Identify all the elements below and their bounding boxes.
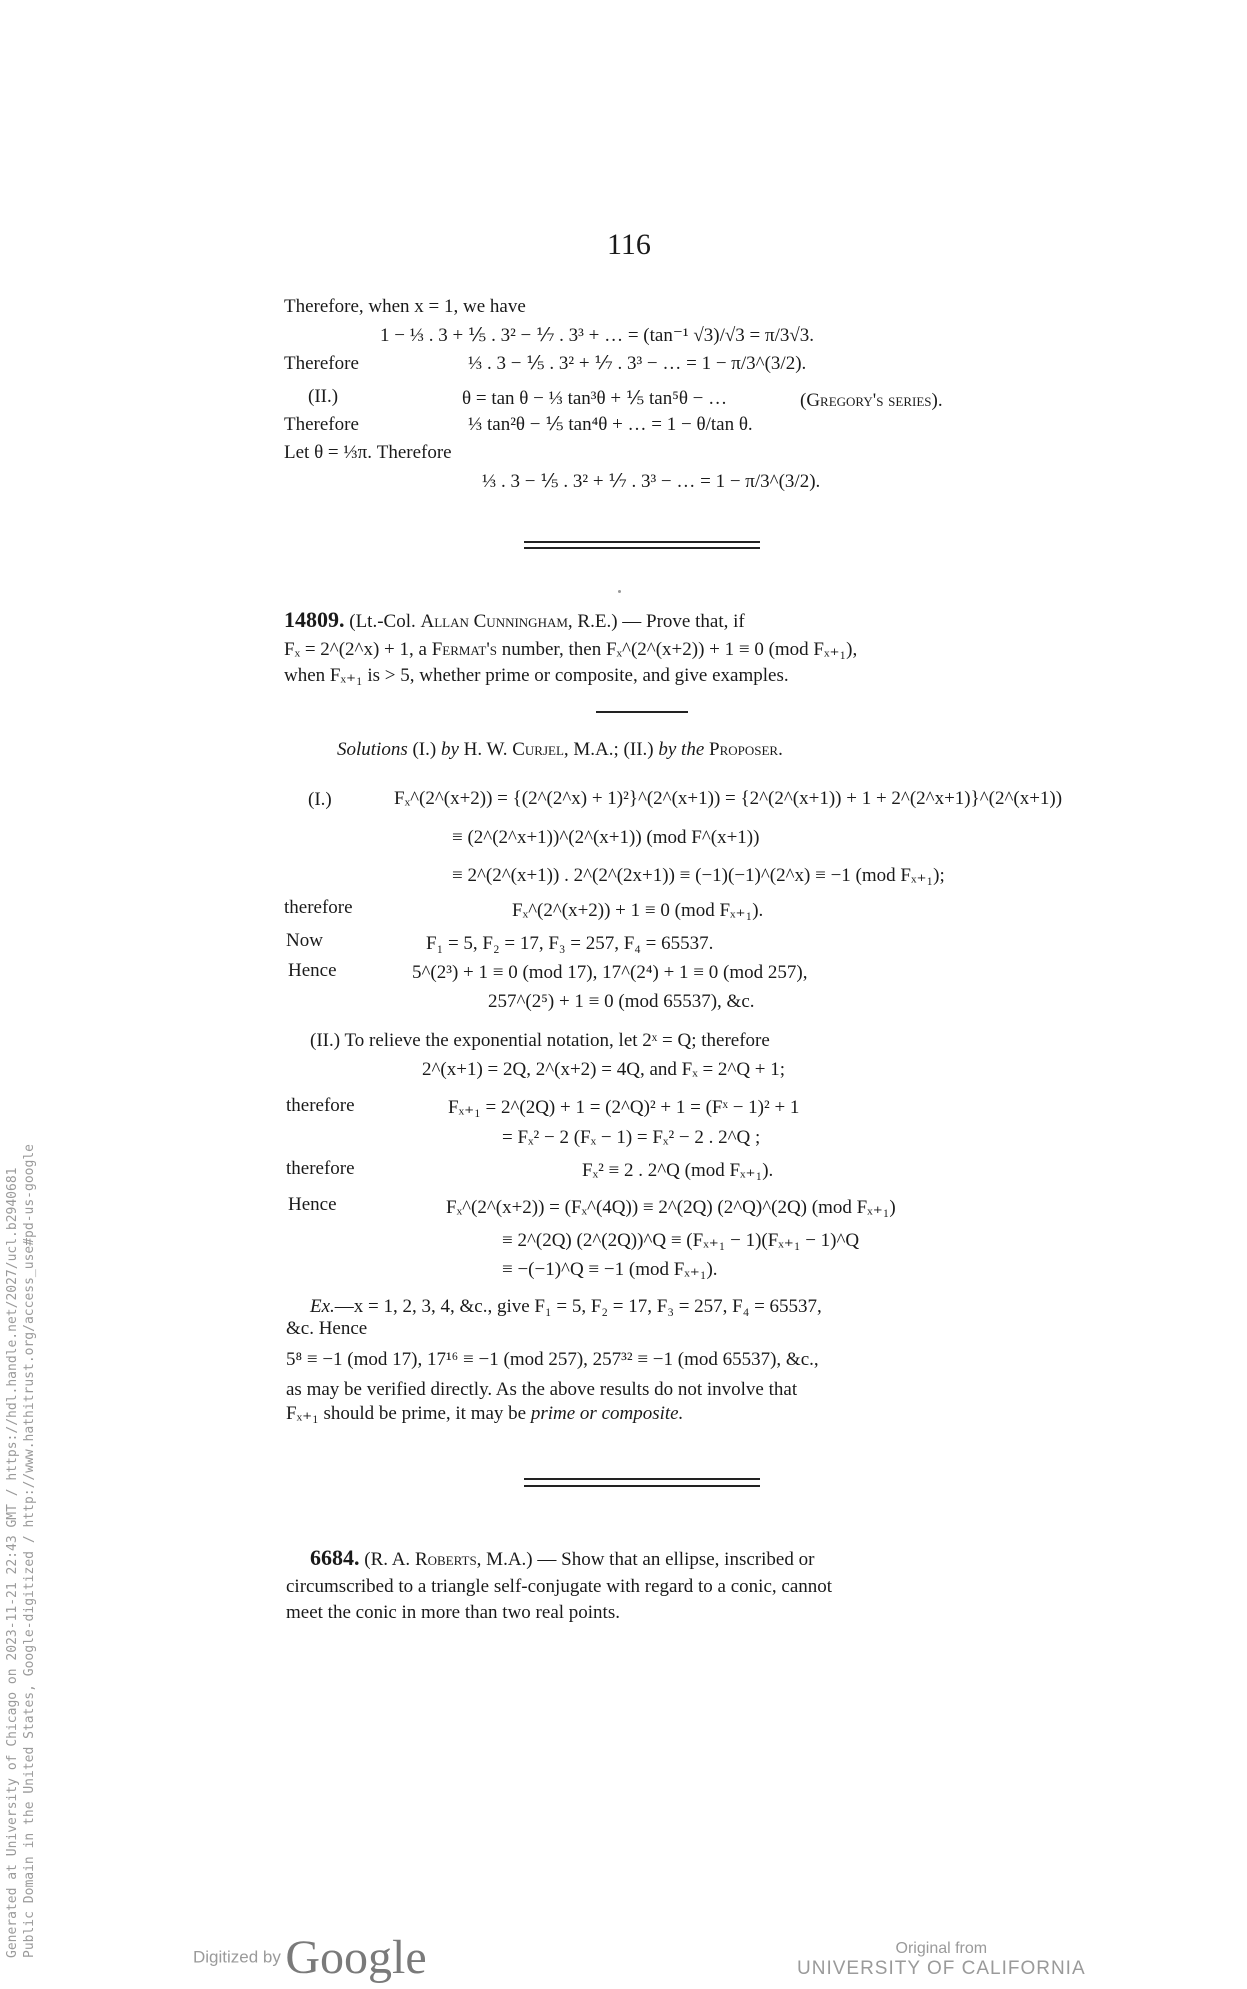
sidebar-line: Generated at University of Chicago on 2023-11-21 22:43 GMT / https://hdl.handle.net/2027/ucl.b2940681 — [5, 1167, 20, 1958]
text-label: Now — [286, 930, 323, 951]
problem-line: when Fₓ₊₁ is > 5, whether prime or composite, and give examples. — [284, 665, 789, 686]
equation: = Fₓ² − 2 (Fₓ − 1) = Fₓ² − 2 . 2^Q ; — [502, 1127, 761, 1148]
text-label: therefore — [286, 1158, 355, 1179]
text-label: therefore — [286, 1095, 355, 1116]
original-from-text: Original from — [895, 1940, 988, 1957]
text-label: Hence — [288, 1194, 337, 1215]
example-text: —x = 1, 2, 3, 4, &c., give F₁ = 5, F₂ = 17, F₃ = 257, F₄ = 65537, — [334, 1296, 822, 1317]
equation: ⅓ . 3 − ⅕ . 3² + ⅐ . 3³ − … = 1 − π/3^(3/2). — [482, 471, 821, 492]
problem-line — [284, 638, 857, 662]
digitized-by — [193, 1930, 427, 1985]
text-line: Therefore, when x = 1, we have — [284, 296, 526, 317]
text-label: (II.) — [308, 386, 339, 407]
equation: Fₓ^(2^(x+2)) + 1 ≡ 0 (mod Fₓ₊₁). — [512, 900, 764, 921]
text-label: Hence — [288, 960, 337, 981]
problem-line: circumscribed to a triangle self-conjugate with regard to a conic, cannot — [286, 1576, 833, 1597]
equation: ≡ 2^(2Q) (2^(2Q))^Q ≡ (Fₓ₊₁ − 1)(Fₓ₊₁ − 1)^Q — [502, 1230, 860, 1251]
equation: Fₓ₊₁ = 2^(2Q) + 1 = (2^Q)² + 1 = (Fˣ − 1)² + 1 — [448, 1097, 800, 1118]
equation: 2^(x+1) = 2Q, 2^(x+2) = 4Q, and Fₓ = 2^Q + 1; — [422, 1059, 786, 1080]
divider — [524, 541, 760, 543]
solver-name: H. W. Curjel, M.A. — [463, 739, 614, 760]
equation: 5^(2³) + 1 ≡ 0 (mod 17), 17^(2⁴) + 1 ≡ 0 (mod 257), — [412, 962, 808, 983]
divider — [524, 1478, 760, 1480]
emphasis: prime or composite. — [530, 1403, 684, 1424]
equation: 257^(2⁵) + 1 ≡ 0 (mod 65537), &c. — [488, 991, 755, 1012]
fermat-name: Fermat's — [431, 639, 497, 660]
solution-number: ; (II.) — [613, 739, 654, 760]
author-name: Roberts — [414, 1549, 477, 1570]
equation: ≡ −(−1)^Q ≡ −1 (mod Fₓ₊₁). — [502, 1259, 718, 1280]
equation: θ = tan θ − ⅓ tan³θ + ⅕ tan⁵θ − … — [462, 388, 728, 409]
speck — [618, 590, 621, 593]
author-name: Allan Cunningham — [420, 611, 568, 632]
equation: Fₓ^(2^(x+2)) = {(2^(2^x) + 1)²}^(2^(x+1)) = {2^(2^(x+1)) + 1 + 2^(2^x+1)}^(2^(x+1)) — [394, 788, 1063, 809]
author-open: (R. A. — [364, 1549, 411, 1570]
university-name: UNIVERSITY OF CALIFORNIA — [797, 1958, 1086, 1979]
example-line — [310, 1295, 822, 1319]
text-line: (II.) To relieve the exponential notation, let 2ˣ = Q; therefore — [310, 1030, 770, 1051]
text-line: Let θ = ⅓π. Therefore — [284, 442, 452, 463]
example-text: Fₓ₊₁ should be prime, it may be — [286, 1403, 527, 1424]
problem-heading: 14809. (Lt.-Col. Allan Cunningham, R.E.) — Prove that, if — [284, 607, 745, 632]
divider — [524, 1485, 760, 1487]
equation: Fₓ² ≡ 2 . 2^Q (mod Fₓ₊₁). — [582, 1160, 774, 1181]
proposer: Proposer. — [709, 739, 783, 760]
problem-text: — Show that an ellipse, inscribed or — [537, 1549, 815, 1570]
equation: F₁ = 5, F₂ = 17, F₃ = 257, F₄ = 65537. — [426, 933, 714, 954]
by-word: by — [440, 739, 459, 760]
problem-number: 6684. — [310, 1545, 360, 1570]
solutions-intro — [337, 738, 783, 762]
text-label: therefore — [284, 897, 353, 918]
text-label: Therefore — [284, 414, 359, 435]
problem-heading: 6684. (R. A. Roberts, M.A.) — Show that an ellipse, inscribed or — [310, 1545, 815, 1570]
solutions-word: Solutions — [337, 739, 408, 760]
example-line: 5⁸ ≡ −1 (mod 17), 17¹⁶ ≡ −1 (mod 257), 257³² ≡ −1 (mod 65537), &c., — [286, 1349, 819, 1370]
sidebar-line: Public Domain in the United States, Google-digitized / http://www.hathitrust.org/access_use#pd-us-google — [22, 1144, 37, 1958]
divider — [524, 547, 760, 549]
sidebar-watermark — [4, 1144, 38, 1958]
example-label: Ex. — [310, 1296, 335, 1317]
solution-label: (I.) — [308, 789, 332, 810]
page-number: 116 — [607, 228, 651, 261]
divider-short — [596, 711, 688, 713]
solution-number: (I.) — [412, 739, 437, 760]
citation: (Gregory's series). — [800, 390, 943, 411]
equation: 1 − ⅓ . 3 + ⅕ . 3² − ⅐ . 3³ + … = (tan⁻¹ √3)/√3 = π/3√3. — [380, 325, 815, 346]
equation: ⅓ . 3 − ⅕ . 3² + ⅐ . 3³ − … = 1 − π/3^(3/2). — [468, 353, 807, 374]
problem-text: number, then Fₓ^(2^(x+2)) + 1 ≡ 0 (mod Fₓ₊₁), — [501, 639, 858, 660]
by-word: by the — [658, 739, 705, 760]
example-line: as may be verified directly. As the above results do not involve that — [286, 1379, 798, 1400]
equation: ≡ 2^(2^(x+1)) . 2^(2^(2x+1)) ≡ (−1)(−1)^(2^x) ≡ −1 (mod Fₓ₊₁); — [452, 865, 945, 886]
equation: ⅓ tan²θ − ⅕ tan⁴θ + … = 1 − θ/tan θ. — [468, 414, 753, 435]
problem-line: meet the conic in more than two real points. — [286, 1602, 620, 1623]
text-label: Therefore — [284, 353, 359, 374]
example-line: &c. Hence — [286, 1318, 368, 1339]
author-open: (Lt.-Col. — [349, 611, 416, 632]
equation: ≡ (2^(2^x+1))^(2^(x+1)) (mod F^(x+1)) — [452, 827, 760, 848]
author-close: M.A.) — [486, 1549, 533, 1570]
digitized-by-text: Digitized by — [193, 1947, 281, 1967]
equation: Fₓ^(2^(x+2)) = (Fₓ^(4Q)) ≡ 2^(2Q) (2^Q)^(2Q) (mod Fₓ₊₁) — [446, 1197, 896, 1218]
original-from — [797, 1940, 1086, 1980]
author-close: R.E.) — [577, 611, 618, 632]
problem-text: — Prove that, if — [622, 611, 745, 632]
example-line — [286, 1402, 683, 1426]
problem-text: Fₓ = 2^(2^x) + 1, a — [284, 639, 427, 660]
problem-number: 14809. — [284, 607, 345, 632]
google-logo: Google — [285, 1931, 427, 1984]
